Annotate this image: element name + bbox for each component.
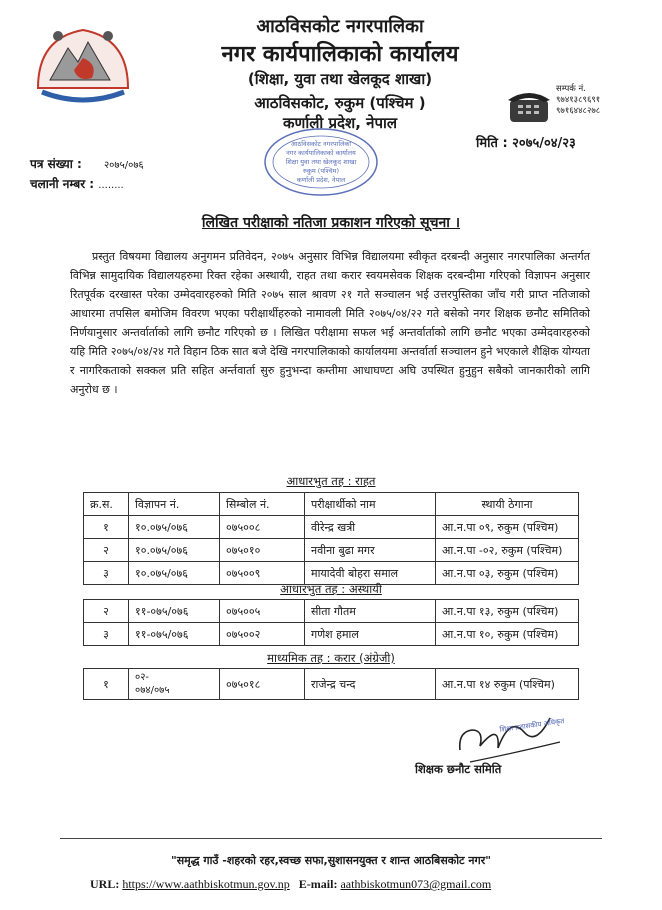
results-table-asthayi [83,599,579,646]
results-table-rahat [83,492,579,585]
section1-caption [0,474,662,489]
province-line: कर्णाली प्रदेश, नेपाल [282,114,398,132]
stamp-line-4: रुकुम (पश्चिम) [302,167,340,175]
cell-address: आ.न.पा ०९, रुकुम (पश्चिम) [436,516,579,539]
cell-vigyapan: ०२- ०७४/०७५ [129,669,220,700]
cell-symbol: ०७५००५ [220,600,305,623]
cell-symbol: ०७५०१० [220,539,305,562]
col-header-symbol: सिम्बोल नं. [220,493,305,516]
cell-sn: ३ [84,623,129,646]
notice-title: लिखित परीक्षाको नतिजा प्रकाशन गरिएको सूचना । [201,215,461,231]
cell-sn: १ [84,669,129,700]
contact-phone-1: ९७४१३८९६९१ [556,95,601,105]
signature-stamp-text: शिक्षा प्रशासकीय अधिकृत [499,716,565,734]
nepal-emblem-icon [28,18,138,110]
municipality-name: आठविसकोट नगरपालिका [256,16,424,37]
stamp-line-3: शिक्षा युवा तथा खेलकूद शाखा [285,158,357,166]
cell-symbol: ०७५००८ [220,516,305,539]
cell-vigyapan: १०.०७५/०७६ [129,539,220,562]
section3-caption [0,651,662,666]
email-link[interactable]: aathbiskotmun073@gmail.com [340,877,492,891]
cell-vigyapan: ११-०७५/०७६ [129,623,220,646]
section3-caption-text: माध्यमिक तह : करार (अंग्रेजी) [267,651,395,665]
cell-vigyapan: १०.०७५/०७६ [129,562,220,585]
email-label: E-mail: [298,877,338,891]
section-name: (शिक्षा, युवा तथा खेलकूद शाखा) [247,70,433,88]
stamp-line-1: आठविसकोट नगरपालिका [290,140,352,148]
cell-address: आ.न.पा १०, रुकुम (पश्चिम) [436,623,579,646]
cell-address: आ.न.पा १३, रुकुम (पश्चिम) [436,600,579,623]
cell-sn: २ [84,539,129,562]
results-table-karar [83,668,579,700]
cell-name: गणेश हमाल [305,623,436,646]
cell-name: वीरेन्द्र खत्री [305,516,436,539]
col-header-address: स्थायी ठेगाना [436,493,579,516]
table-row [84,539,579,562]
cell-address: आ.न.पा ०३, रुकुम (पश्चिम) [436,562,579,585]
cell-sn: १ [84,516,129,539]
chalani-number [30,175,124,192]
cell-name: सीता गौतम [305,600,436,623]
stamp-seal [262,126,380,198]
cell-vigyapan: १०.०७५/०७६ [129,516,220,539]
footer-slogan: "समृद्ध गाउँ -शहरको रहर,स्वच्छ सफा,सुशासनयुक्त र शान्त आठबिसकोट नगर" [171,854,491,867]
table-header-row [84,493,579,516]
patra-value: २०७५/०७६ [103,160,144,171]
stamp-line-2: नगर कार्यपालिकाको कार्यालय [286,149,356,157]
contact-label: सम्पर्क नं. [556,84,586,94]
contact-block [556,84,600,117]
table-row [84,516,579,539]
patra-sankhya [30,155,144,172]
cell-symbol: ०७५००२ [220,623,305,646]
section2-caption [0,582,662,597]
cell-name: मायादेवी बोहरा समाल [305,562,436,585]
address-line: आठविसकोट, रुकुम (पश्चिम ) [254,94,426,112]
url-label: URL: [90,877,120,891]
col-header-sn: क्र.स. [84,493,129,516]
document-date: मिति : २०७५/०४/२३ [476,136,576,151]
cell-symbol: ०७५०१८ [220,669,305,700]
col-header-name: परीक्षार्थीको नाम [305,493,436,516]
table-row [84,600,579,623]
table-row [84,623,579,646]
footer-divider [60,838,602,839]
cell-vigyapan: ११-०७५/०७६ [129,600,220,623]
section2-caption-text: आधारभुत तह : अस्थायी [280,582,382,596]
table-row [84,669,579,700]
cell-name: राजेन्द्र चन्द [305,669,436,700]
cell-address: आ.न.पा १४ रुकुम (पश्चिम) [436,669,579,700]
cell-name: नवीना बुढा मगर [305,539,436,562]
chalani-value: ........ [98,180,124,191]
cell-sn: २ [84,600,129,623]
telephone-icon [506,86,552,126]
footer-contact [90,877,491,892]
signature-title: शिक्षक छनौट समिति [415,762,502,776]
cell-symbol: ०७५००९ [220,562,305,585]
col-header-vigyapan: विज्ञापन नं. [129,493,220,516]
patra-label: पत्र संख्या : [30,157,82,171]
cell-sn: ३ [84,562,129,585]
contact-phone-2: ९७१६४४८२७८ [556,106,601,116]
section1-caption-text: आधारभुत तह : राहत [286,474,376,488]
office-stamp [262,126,380,198]
cell-address: आ.न.पा -०२, रुकुम (पश्चिम) [436,539,579,562]
stamp-line-5: कर्णाली प्रदेश, नेपाल [296,176,346,184]
website-link[interactable]: https://www.aathbiskotmun.gov.np [122,877,290,891]
chalani-label: चलानी नम्बर : [30,177,95,191]
office-name: नगर कार्यपालिकाको कार्यालय [221,42,459,67]
notice-body: प्रस्तुत विषयमा विद्यालय अनुगमन प्रतिवेदन, २०७५ अनुसार विभिन्न विद्यालयमा स्वीकृत दरबन्दी अनुसार नगरपालिका अन्तर्गत विभिन्न सामुदायिक विद्यालयहरुमा रिक्त रहेका अस्थायी, राहत तथा करार स्वयमसेवक शिक्षक दरबन्दीमा गरिएको विज्ञापन अनुसार रितपूर्वक दरखास्त परेका उम्मेदवारहरुको मिति २०७५ साल श्रावण २१ गते सञ्चालन भई उत्तरपुस्तिका जाँच गरी प्राप्त नतिजाको आधारमा तपसिल बमोजिम विवरण भएका परीक्षार्थीहरुको नामावली मिति २०७५/०४/२२ गते बसेको नगर शिक्षक छनौट समितिको निर्णयानुसार अन्तर्वार्ताको लागि छनौट गरिएको छ । लिखित परीक्षामा सफल भई अन्तर्वार्ताको लागि छनौट भएका उम्मेदवारहरुको यहि मिति २०७५/०४/२४ गते विहान ठिक सात बजे देखि नगरपालिकाको कार्यालयमा अन्तर्वार्ता सञ्चालन हुने भएकाले शैक्षिक योग्यता र नागरिकताको सक्कल प्रति सहित अर्न्तवार्ता सुरु हुनुभन्दा कम्तीमा आधाघण्टा अघि उपस्थित हुनुहुन सबैको जानकारीको लागि अनुरोध छ । [70,250,590,396]
